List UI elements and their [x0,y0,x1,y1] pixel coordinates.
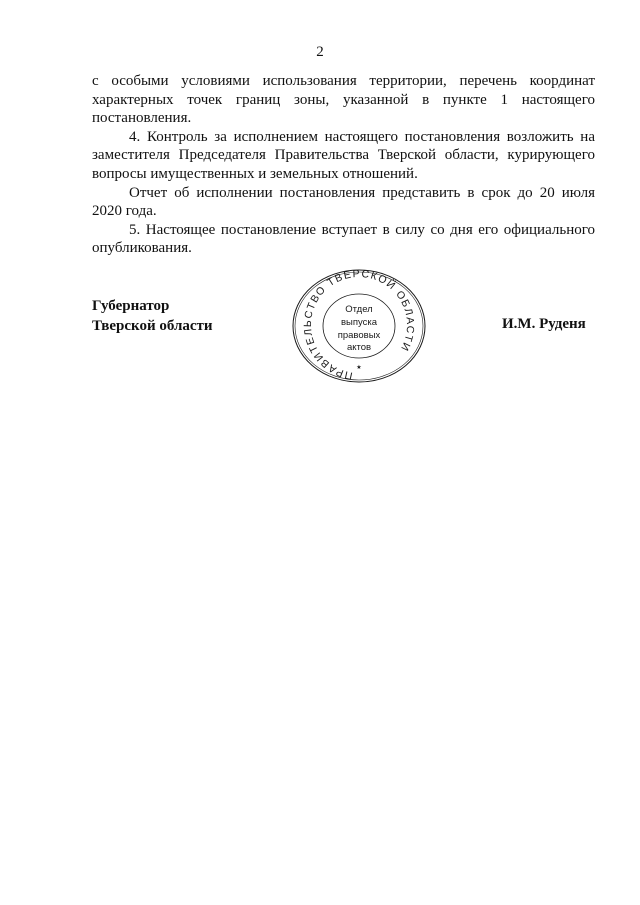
paragraph-report: Отчет об исполнении постановления представить в срок до 20 июля 2020 года. [92,184,595,220]
paragraph-continuation: с особыми условиями использования территории, перечень координат характерных точек границ зоны, указанной в пункте 1 настоящего постановления. [92,73,595,127]
signature-title-line1: Губернатор [92,298,170,314]
paragraph-item-5: 5. Настоящее постановление вступает в силу со дня его официального опубликования. [92,221,595,257]
paragraph-item-4: 4. Контроль за исполнением настоящего постановления возложить на заместителя Председателя Правительства Тверской области, курирующего вопросы имущественных и земельных отношений. [92,128,595,182]
signature-title [92,296,213,336]
page-number: 2 [316,44,324,60]
seal-ring-text: ПРАВИТЕЛЬСТВО ТВЕРСКОЙ ОБЛАСТИ [301,268,417,382]
seal-center-line1: Отдел [345,304,373,315]
signer-name: И.М. Руденя [502,316,586,332]
signature-title-line2: Тверской области [92,318,213,334]
seal-center-line3: правовых [337,330,381,341]
seal-star-icon: ★ [356,365,362,371]
seal-center-line2: выпуска [340,317,378,328]
official-seal [289,268,429,386]
seal-center-line4: актов [346,342,372,353]
document-body [92,72,595,258]
